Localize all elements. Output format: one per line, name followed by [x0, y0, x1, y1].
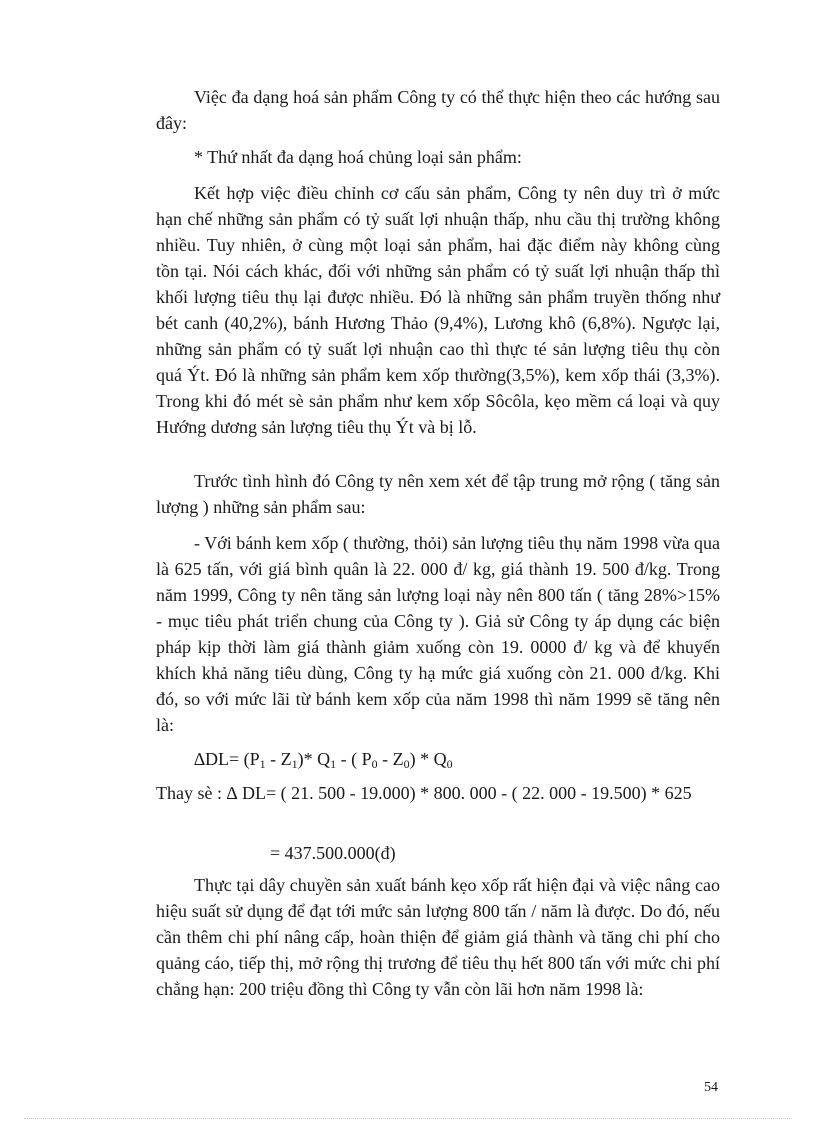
paragraph-intro: Việc đa dạng hoá sản phẩm Công ty có thể thực hiện theo các hướng sau đây:	[156, 87, 720, 133]
substitution-line: Thay sè : ∆ DL= ( 21. 500 - 19.000) * 800. 000 - ( 22. 000 - 19.500) * 625	[156, 783, 692, 803]
page-number: 54	[704, 1080, 718, 1095]
paragraph-production-line: Thực tại dây chuyền sản xuất bánh kẹo xốp rất hiện đại và việc nâng cao hiệu suất sử dụng để đạt tới mức sản lượng 800 tấn / năm là được. Do đó, nếu cần thêm chi phí nâng cấp, hoàn thiện để giảm giá thành và tăng chi phí cho quảng cáo, tiếp thị, mở rộng thị trương để tiêu thụ hết 800 tấn với mức chi phí chẳng hạn: 200 triệu đồng thì Công ty vẫn còn lãi hơn năm 1998 là:	[156, 875, 720, 999]
calculation-result: = 437.500.000(đ)	[270, 843, 396, 863]
paragraph-strategy: Trước tình hình đó Công ty nên xem xét để tập trung mở rộng ( tăng sản lượng ) những sản phẩm sau:	[156, 471, 720, 517]
paragraph-product-structure: Kết hợp việc điều chỉnh cơ cấu sản phẩm, Công ty nên duy trì ở mức hạn chế những sản phẩm có tỷ suất lợi nhuận thấp, nhu cầu thị trường không nhiều. Tuy nhiên, ở cùng một loại sản phẩm, hai đặc điểm này không cùng tồn tại. Nói cách khác, đối với những sản phẩm có tỷ suất lợi nhuận thấp thì khối lượng tiêu thụ lại được nhiều. Đó là những sản phẩm truyền thống như bét canh (40,2%), bánh Hương Thảo (9,4%), Lương khô (6,8%). Ngược lại, những sản phẩm có tỷ suất lợi nhuận cao thì thực té sản lượng tiêu thụ còn quá Ýt. Đó là những sản phẩm kem xốp thường(3,5%), kem xốp thái (3,3%). Trong khi đó mét sè sản phẩm như kem xốp Sôcôla, kẹo mềm cá loại và quy Hướng dương sản lượng tiêu thụ Ýt và bị lỗ.	[156, 183, 720, 437]
footer-divider	[24, 1118, 792, 1119]
paragraph-wafer-cream: - Với bánh kem xốp ( thường, thỏi) sản lượng tiêu thụ năm 1998 vừa qua là 625 tấn, với giá bình quân là 22. 000 đ/ kg, giá thành 19. 500 đ/kg. Trong năm 1999, Công ty nên tăng sản lượng loại này nên 800 tấn ( tăng 28%>15% - mục tiêu phát triển chung của Công ty ). Giả sử Công ty áp dụng các biện pháp kịp thời làm giá thành giảm xuống còn 19. 0000 đ/ kg và để khuyến khích khả năng tiêu dùng, Công ty hạ mức giá xuống còn 21. 000 đ/kg. Khi đó, so với mức lãi từ bánh kem xốp của năm 1998 thì năm 1999 sẽ tăng nên là:	[156, 533, 720, 735]
paragraph-heading-first: * Thứ nhất đa dạng hoá chủng loại sản phẩm:	[194, 147, 522, 167]
profit-formula: $\Delta DL= (P_1 - Z_1)*$ $Q_1$ - ( $P_0 - Z_0) * Q_0$	[194, 749, 453, 771]
